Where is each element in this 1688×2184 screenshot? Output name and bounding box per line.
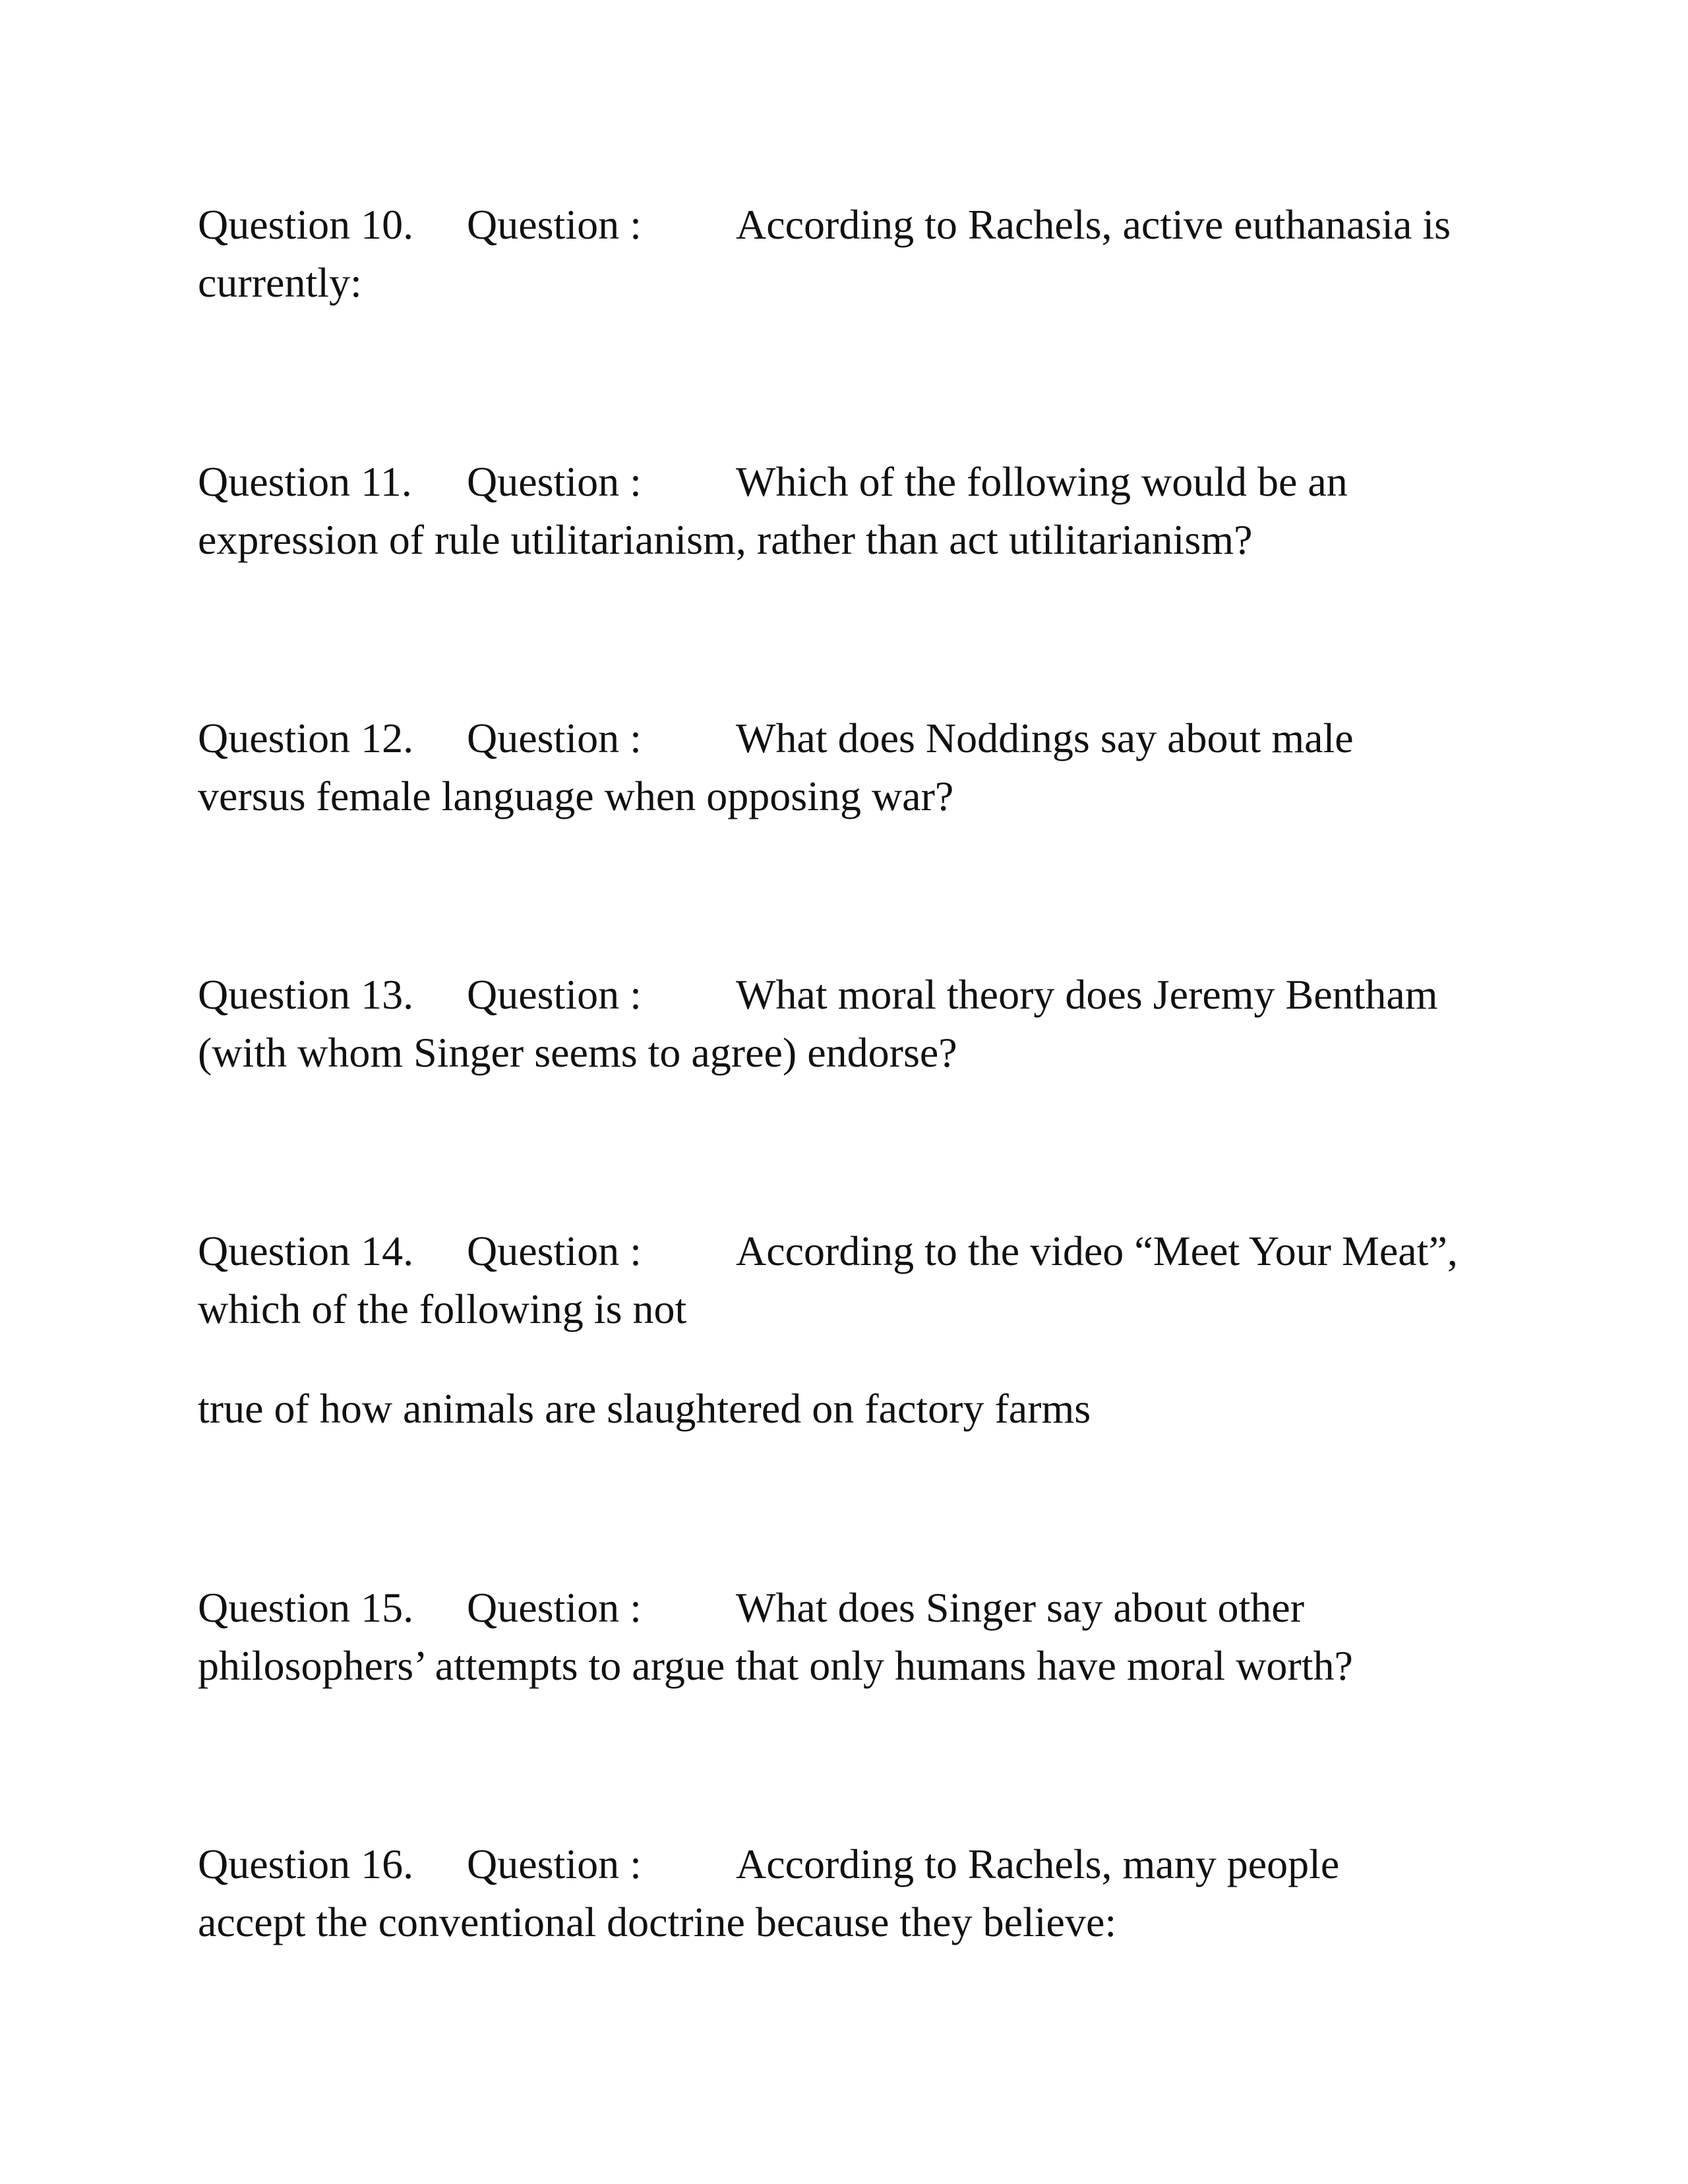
question-text: What does Singer say about other — [736, 1584, 1304, 1631]
question-number: Question 16. — [198, 1841, 414, 1887]
question-label: Question : — [467, 458, 642, 505]
question-text: According to Rachels, active euthanasia is — [736, 201, 1451, 248]
question-text-continued: versus female language when opposing war? — [198, 773, 954, 819]
question-text-continued: expression of rule utilitarianism, rather than act utilitarianism? — [198, 516, 1253, 563]
question-text: What moral theory does Jeremy Bentham — [736, 971, 1438, 1018]
question-text-continued: accept the conventional doctrine because they believe: — [198, 1899, 1117, 1945]
question-15 — [198, 1579, 1517, 1695]
question-number: Question 10. — [198, 201, 414, 248]
question-14-continuation: true of how animals are slaughtered on factory farms — [198, 1385, 1091, 1432]
question-first-line — [198, 1579, 1517, 1637]
question-first-line — [198, 196, 1517, 254]
question-label: Question : — [467, 1227, 642, 1274]
question-12 — [198, 709, 1517, 825]
question-number: Question 12. — [198, 715, 414, 761]
question-label: Question : — [467, 201, 642, 248]
question-text-continued: which of the following is not — [198, 1285, 687, 1332]
question-label: Question : — [467, 715, 642, 761]
question-text: Which of the following would be an — [736, 458, 1348, 505]
question-16 — [198, 1835, 1517, 1951]
question-label: Question : — [467, 971, 642, 1018]
question-13 — [198, 966, 1517, 1082]
question-text: According to the video “Meet Your Meat”, — [736, 1227, 1458, 1274]
question-first-line — [198, 1222, 1517, 1280]
question-number: Question 11. — [198, 458, 412, 505]
question-text-continued: (with whom Singer seems to agree) endorse? — [198, 1029, 957, 1076]
question-first-line — [198, 709, 1517, 767]
question-first-line — [198, 453, 1517, 511]
question-14 — [198, 1222, 1517, 1338]
question-number: Question 15. — [198, 1584, 414, 1631]
question-first-line — [198, 1835, 1517, 1893]
question-first-line — [198, 966, 1517, 1024]
question-11 — [198, 453, 1517, 569]
question-label: Question : — [467, 1841, 642, 1887]
question-text-continued: philosophers’ attempts to argue that only humans have moral worth? — [198, 1642, 1353, 1689]
question-text: According to Rachels, many people — [736, 1841, 1340, 1887]
question-label: Question : — [467, 1584, 642, 1631]
question-number: Question 13. — [198, 971, 414, 1018]
question-text-continued: currently: — [198, 259, 362, 306]
question-text: What does Noddings say about male — [736, 715, 1354, 761]
question-number: Question 14. — [198, 1227, 414, 1274]
question-10 — [198, 196, 1517, 312]
